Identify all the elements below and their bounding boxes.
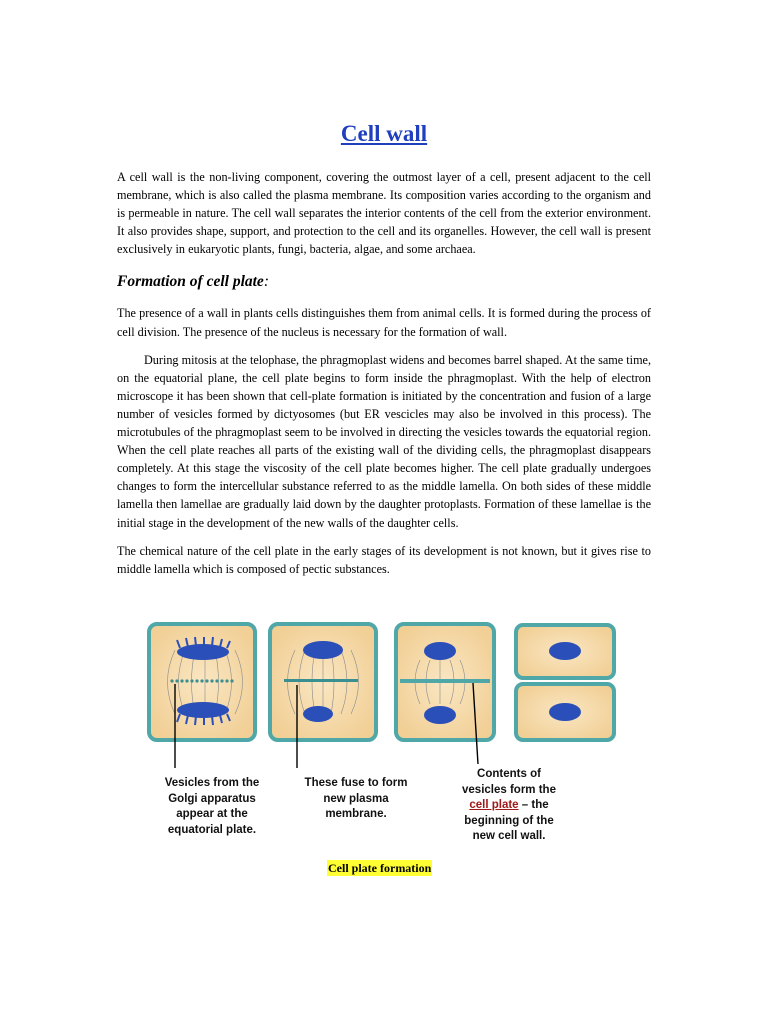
label-contents-line: Contents of — [477, 768, 541, 780]
cell-stage-3 — [396, 624, 494, 740]
label-contents-line: vesicles form the — [462, 783, 556, 796]
label-vesicles — [138, 776, 286, 838]
figure-caption: Cell plate formation — [328, 861, 432, 875]
label-contents — [436, 767, 582, 845]
label-fuse — [286, 776, 426, 823]
label-fuse-line: These fuse to form — [304, 777, 408, 789]
label-fuse-line: new plasma — [323, 792, 389, 805]
label-contents-line — [436, 798, 582, 814]
section-paragraph-2: During mitosis at the telophase, the phragmoplast widens and becomes barrel shaped. At the same time, on the equatorial plane, the cell plate begins to form inside the phragmoplast. With the help of electron microscope it has been shown that cell-plate formation is initiated by the concentration and fusion of a large number of vesicles formed by dictyosomes (but ER vescicles may also be involved in this process). The microtubules of the phragmoplast seem to be involved in directing the vesicles towards the equatorial region. When the cell plate reaches all parts of the existing wall of the dividing cells, the phragmoplast disappears completely. At this stage the viscosity of the cell plate becomes higher. The cell plate gradually undergoes changes to form the intercellular substance referred to as the middle lamella. On both sides of these middle lamella then lamellae are gradually laid down by the daughter protoplasts. Formation of these lamellae is the initial stage in the development of the new walls of the daughter cells. — [117, 352, 651, 530]
cell-plate-term: cell plate — [469, 799, 519, 811]
section-heading-text: Formation of cell plate — [117, 273, 264, 291]
section-heading-colon: : — [263, 273, 269, 291]
label-vesicles-line: appear at the — [176, 808, 248, 820]
section-paragraph-3: The chemical nature of the cell plate in the early stages of its development is not known, but it gives rise to middle lamella which is composed of pectic substances. — [117, 543, 651, 576]
label-vesicles-line: Golgi apparatus — [168, 792, 256, 805]
label-contents-line: new cell wall. — [472, 830, 546, 842]
chromosomes-top — [177, 644, 229, 660]
label-vesicles-line: Vesicles from the — [164, 777, 260, 789]
intro-paragraph: A cell wall is the non-living component, covering the outmost layer of a cell, present adjacent to the cell membrane, which is also called the plasma membrane. Its composition varies according to the organism and is permeable in nature. The cell wall separates the interior contents of the cell from the exterior environment. It also provides shape, support, and protection to the cell and its organelles. However, the cell wall is present exclusively in eukaryotic plants, fungi, bacteria, algae, and some archaea. — [117, 170, 651, 257]
cell-stage-2 — [270, 624, 376, 740]
section-paragraph-1: The presence of a wall in plants cells distinguishes them from animal cells. It is formed during the process of cell division. The presence of the nucleus is necessary for the formation of wall. — [117, 306, 651, 339]
page-title: Cell wall — [340, 121, 428, 146]
label-fuse-line: membrane. — [325, 808, 387, 820]
label-contents-line: beginning of the — [464, 814, 554, 827]
cell-stage-4 — [516, 625, 614, 740]
cell-plate-suffix: – the — [518, 799, 549, 811]
cell-stage-1 — [149, 624, 255, 740]
label-vesicles-line: equatorial plate. — [167, 823, 257, 836]
